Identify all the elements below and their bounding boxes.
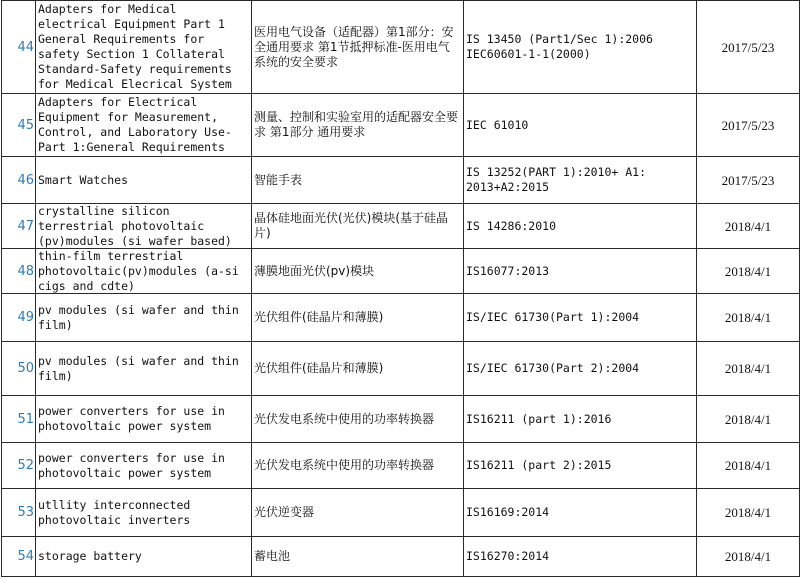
effective-date: 2018/4/1 xyxy=(697,443,800,489)
row-number: 53 xyxy=(2,489,36,537)
standard-number: IS 13252(PART 1):2010+ A1: 2013+A2:2015 xyxy=(464,157,697,204)
row-number: 46 xyxy=(2,157,36,204)
standard-number: IS16211 (part 1):2016 xyxy=(464,396,697,443)
standard-number: IS16270:2014 xyxy=(464,537,697,577)
product-name-chinese: 光伏组件(硅晶片和薄膜) xyxy=(252,294,464,342)
table-row xyxy=(2,157,800,204)
product-name-chinese: 光伏组件(硅晶片和薄膜) xyxy=(252,342,464,396)
effective-date: 2018/4/1 xyxy=(697,537,800,577)
table-row xyxy=(2,537,800,577)
product-name-english-text: crystalline silicon terrestrial photovoltaic (pv)modules (si wafer based) xyxy=(38,204,232,248)
row-number: 45 xyxy=(2,94,36,157)
standard-number: IEC 61010 xyxy=(464,94,697,157)
row-number: 44 xyxy=(2,1,36,94)
product-name-english-text: Adapters for Electrical Equipment for Measurement, Control, and Laboratory Use-Part 1:General Requirements xyxy=(38,95,232,154)
table-row xyxy=(2,396,800,443)
product-name-chinese: 医用电气设备（适配器）第1部分：安全通用要求 第1节抵押标准-医用电气系统的安全要求 xyxy=(252,1,464,94)
product-name-english xyxy=(36,489,252,537)
product-name-english xyxy=(36,1,252,94)
product-name-chinese: 光伏发电系统中使用的功率转换器 xyxy=(252,396,464,443)
product-name-english xyxy=(36,443,252,489)
product-name-english-text: pv modules (si wafer and thin film) xyxy=(38,302,239,332)
product-name-english-text: Smart Watches xyxy=(38,172,129,187)
effective-date: 2018/4/1 xyxy=(697,204,800,249)
effective-date: 2017/5/23 xyxy=(697,1,800,94)
standard-number: IS 14286:2010 xyxy=(464,204,697,249)
row-number: 48 xyxy=(2,249,36,294)
standard-number: IS16211 (part 2):2015 xyxy=(464,443,697,489)
product-name-english-text: storage battery xyxy=(38,549,142,563)
row-number: 51 xyxy=(2,396,36,443)
row-number: 49 xyxy=(2,294,36,342)
product-name-english xyxy=(36,249,252,294)
standard-number: IS/IEC 61730(Part 2):2004 xyxy=(464,342,697,396)
product-name-english-text: power converters for use in photovoltaic power system xyxy=(38,404,225,433)
product-name-english xyxy=(36,94,252,157)
row-number: 52 xyxy=(2,443,36,489)
product-name-english xyxy=(36,342,252,396)
standard-number: IS 13450 (Part1/Sec 1):2006 IEC60601-1-1(2000) xyxy=(464,1,697,94)
product-name-chinese: 薄膜地面光伏(pv)模块 xyxy=(252,249,464,294)
table-row xyxy=(2,249,800,294)
product-name-english-text: utllity interconnected photovoltaic inverters xyxy=(38,497,191,527)
row-number: 54 xyxy=(2,537,36,577)
product-name-english xyxy=(36,537,252,577)
table-row xyxy=(2,443,800,489)
product-name-english xyxy=(36,157,252,204)
table-row xyxy=(2,294,800,342)
product-name-chinese: 光伏发电系统中使用的功率转换器 xyxy=(252,443,464,489)
product-name-english xyxy=(36,204,252,249)
table-row xyxy=(2,204,800,249)
standard-number: IS16169:2014 xyxy=(464,489,697,537)
product-name-english-text: Adapters for Medical electrical Equipment Part 1 General Requirements for safety Section 1 Collateral Standard-Safety requirements for Medical Elecrical System xyxy=(38,2,232,91)
row-number: 47 xyxy=(2,204,36,249)
standards-table xyxy=(1,0,800,577)
table-row xyxy=(2,94,800,157)
product-name-chinese: 光伏逆变器 xyxy=(252,489,464,537)
product-name-chinese: 智能手表 xyxy=(252,157,464,204)
effective-date: 2018/4/1 xyxy=(697,342,800,396)
row-number: 50 xyxy=(2,342,36,396)
standard-number: IS/IEC 61730(Part 1):2004 xyxy=(464,294,697,342)
effective-date: 2017/5/23 xyxy=(697,157,800,204)
product-name-chinese: 蓄电池 xyxy=(252,537,464,577)
product-name-chinese: 晶体硅地面光伏(光伏)模块(基于硅晶片) xyxy=(252,204,464,249)
table-row xyxy=(2,1,800,94)
effective-date: 2018/4/1 xyxy=(697,396,800,443)
product-name-english xyxy=(36,294,252,342)
standard-number: IS16077:2013 xyxy=(464,249,697,294)
effective-date: 2018/4/1 xyxy=(697,294,800,342)
product-name-english xyxy=(36,396,252,443)
effective-date: 2017/5/23 xyxy=(697,94,800,157)
effective-date: 2018/4/1 xyxy=(697,489,800,537)
effective-date: 2018/4/1 xyxy=(697,249,800,294)
table-row xyxy=(2,342,800,396)
product-name-chinese: 测量、控制和实验室用的适配器安全要求 第1部分 通用要求 xyxy=(252,94,464,157)
product-name-english-text: power converters for use in photovoltaic power system xyxy=(38,450,225,480)
table-row xyxy=(2,489,800,537)
product-name-english-text: thin-film terrestrial photovoltaic(pv)modules (a-si cigs and cdte) xyxy=(38,249,239,293)
product-name-english-text: pv modules (si wafer and thin film) xyxy=(38,353,239,383)
